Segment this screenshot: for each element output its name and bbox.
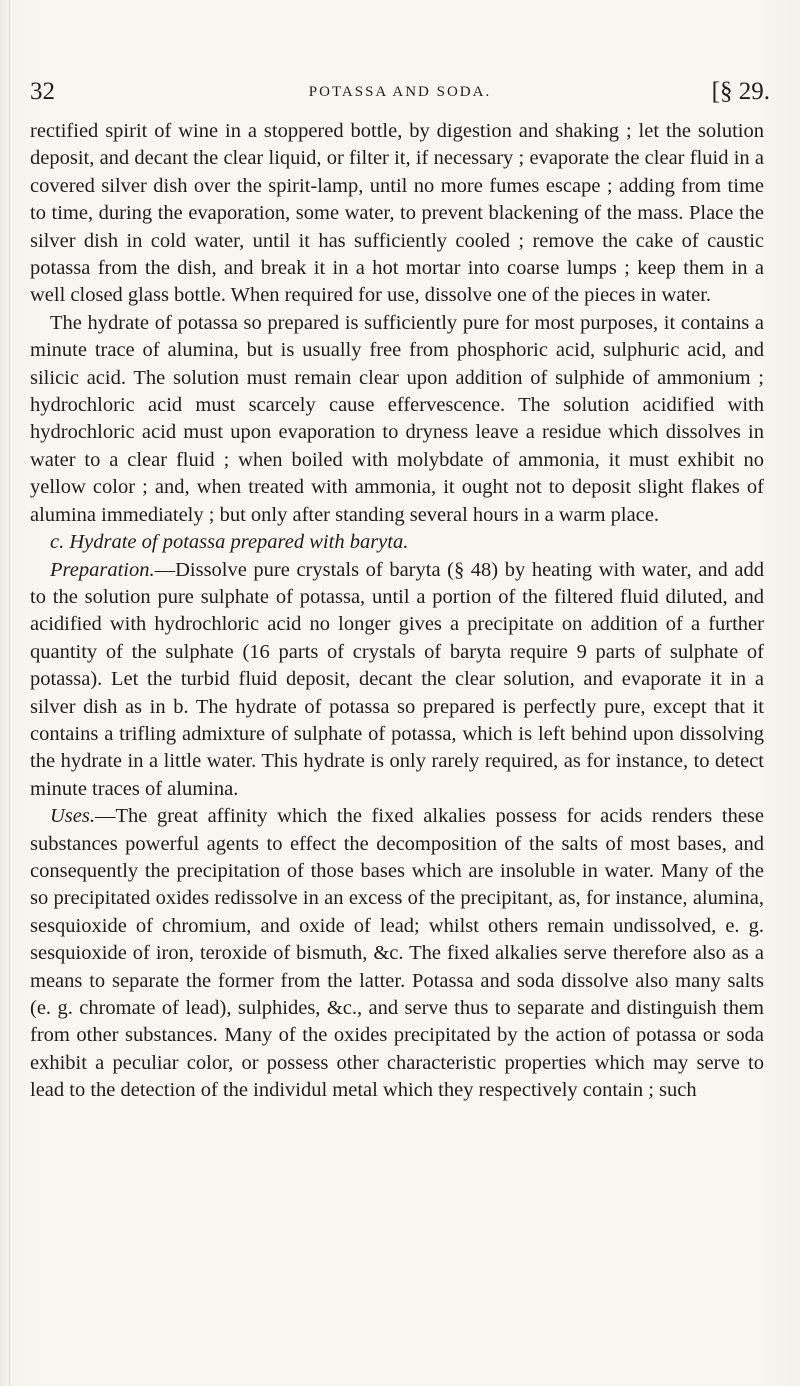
subsection-heading bbox=[30, 529, 764, 556]
paragraph-1: rectified spirit of wine in a stoppered bottle, by digestion and shaking ; let the solution deposit, and decant the clear liquid, or filter it, if necessary ; evaporate the clear fluid in a covered silver dish over the spirit-lamp, until no more fumes escape ; adding from time to time, during the evaporation, some water, to prevent blackening of the mass. Place the silver dish in cold water, until it has sufficiently cooled ; remove the cake of caustic potassa from the dish, and break it in a hot mortar into coarse lumps ; keep them in a well closed glass bottle. When required for use, dissolve one of the pieces in water. bbox=[30, 120, 764, 307]
page-header bbox=[30, 78, 770, 108]
section-reference: [§ 29. bbox=[711, 78, 770, 105]
page-edge bbox=[9, 0, 10, 1386]
uses-label: Uses. bbox=[50, 805, 95, 828]
preparation-paragraph bbox=[30, 557, 764, 804]
uses-paragraph bbox=[30, 803, 764, 1104]
body-text bbox=[30, 118, 764, 1105]
running-title: POTASSA AND SODA. bbox=[308, 84, 492, 100]
uses-text: —The great affinity which the fixed alkalies possess for acids renders these substances powerful agents to effect the decomposition of the salts of most bases, and consequently the precipitation of those bases which are insoluble in water. Many of the so precipitated oxides redissolve in an excess of the precipitant, as, for instance, alumina, sesquioxide of chromium, and oxide of lead; whilst others remain undissolved, e. g. sesquioxide of iron, teroxide of bismuth, &c. The fixed alkalies serve therefore also as a means to separate the former from the latter. Potassa and soda dissolve also many salts (e. g. chromate of lead), sulphides, &c., and serve thus to separate and distinguish them from other substances. Many of the oxides precipitated by the action of potassa or soda exhibit a peculiar color, or possess other characteristic properties which may serve to lead to the detection of the individul metal which they respectively contain ; such bbox=[30, 805, 764, 1102]
paragraph-2: The hydrate of potassa so prepared is sufficiently pure for most purposes, it contains a minute trace of alumina, but is usually free from phosphoric acid, sulphuric acid, and silicic acid. The solution must remain clear upon addition of sulphide of ammonium ; hydrochloric acid must scarcely cause effervescence. The solution acidified with hydrochloric acid must upon evaporation to dryness leave a residue which dissolves in water to a clear fluid ; when boiled with molybdate of ammonia, it must exhibit no yellow color ; and, when treated with ammonia, it ought not to deposit slight flakes of alumina immediately ; but only after standing several hours in a warm place. bbox=[30, 311, 764, 526]
subsection-heading-text: c. Hydrate of potassa prepared with baryta. bbox=[50, 531, 409, 554]
preparation-text: —Dissolve pure crystals of baryta (§ 48) by heating with water, and add to the solution pure sulphate of potassa, until a portion of the filtered fluid diluted, and acidified with hydrochloric acid no longer gives a precipitate on addition of a further quantity of the sulphate (16 parts of crystals of baryta require 9 parts of sulphate of potassa). Let the turbid fluid deposit, decant the clear solution, and evaporate it in a silver dish as in b. The hydrate of potassa so prepared is perfectly pure, except that it contains a trifling admixture of sulphate of potassa, which is left behind upon dissolving the hydrate in a little water. This hydrate is only rarely required, as for instance, to detect minute traces of alumina. bbox=[30, 558, 764, 800]
preparation-label: Preparation. bbox=[50, 558, 155, 581]
page-number: 32 bbox=[30, 78, 55, 105]
